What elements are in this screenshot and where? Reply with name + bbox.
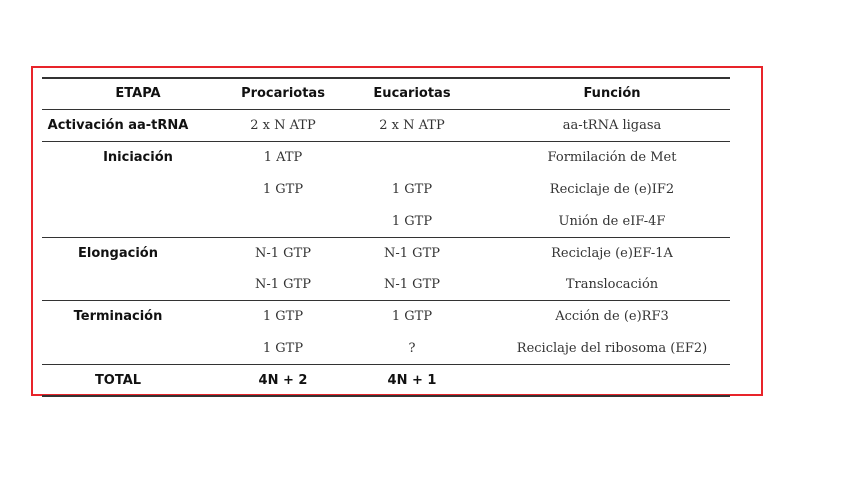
prok-value: 1 ATP <box>263 150 303 165</box>
prok-value: 2 x N ATP <box>250 118 316 133</box>
total-label: TOTAL <box>94 373 142 388</box>
function-value: Translocación <box>565 277 659 292</box>
group-rule <box>42 300 730 301</box>
euk-value: N-1 GTP <box>384 277 440 292</box>
header-eucariotas: Eucariotas <box>373 86 451 101</box>
group-rule <box>42 141 730 142</box>
prok-value: 1 GTP <box>262 341 304 356</box>
function-value: Reciclaje del ribosoma (EF2) <box>516 341 708 356</box>
stage-label: Elongación <box>78 246 158 261</box>
total-euk: 4N + 1 <box>387 373 437 388</box>
header-procariotas: Procariotas <box>241 86 325 101</box>
euk-value: ? <box>408 341 416 356</box>
total-prok: 4N + 2 <box>258 373 308 388</box>
prok-value: 1 GTP <box>262 309 304 324</box>
euk-value: 1 GTP <box>391 182 433 197</box>
euk-value: 1 GTP <box>391 214 433 229</box>
header-rule <box>42 109 730 110</box>
prok-value: N-1 GTP <box>255 246 311 261</box>
stage-label: Iniciación <box>103 150 173 165</box>
stage-label: Terminación <box>73 309 163 324</box>
function-value: Reciclaje de (e)IF2 <box>549 182 675 197</box>
euk-value: 1 GTP <box>391 309 433 324</box>
function-value: Unión de eIF-4F <box>558 214 666 229</box>
function-value: Acción de (e)RF3 <box>555 309 669 324</box>
function-value: Reciclaje (e)EF-1A <box>551 246 673 261</box>
function-value: Formilación de Met <box>547 150 677 165</box>
header-funcion: Función <box>583 86 641 101</box>
top-rule <box>42 77 730 79</box>
total-rule <box>42 364 730 365</box>
prok-value: 1 GTP <box>262 182 304 197</box>
bottom-rule <box>42 395 730 397</box>
header-etapa: ETAPA <box>115 86 161 101</box>
euk-value: 2 x N ATP <box>379 118 445 133</box>
stage-label: Activación aa-tRNA <box>47 118 189 133</box>
euk-value: N-1 GTP <box>384 246 440 261</box>
prok-value: N-1 GTP <box>255 277 311 292</box>
group-rule <box>42 237 730 238</box>
function-value: aa-tRNA ligasa <box>562 118 662 133</box>
